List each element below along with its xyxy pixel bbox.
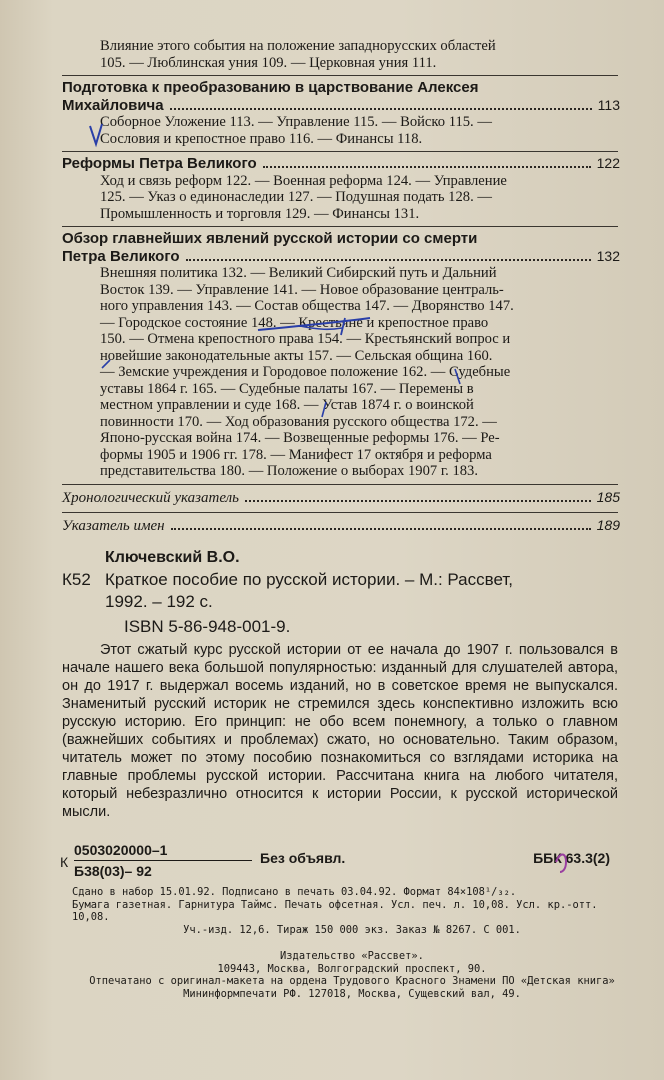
section-title-row: [62, 155, 620, 173]
section-title: Реформы Петра Великого: [62, 155, 257, 172]
toc-intro-line: 105. — Люблинская уния 109. — Церковная уния 111.: [100, 54, 437, 71]
index-label: Хронологический указатель: [62, 489, 239, 506]
page-number: 122: [596, 155, 620, 171]
section-subtopics: — Городское состояние 148. — Крестьяне и крепостное право: [100, 314, 489, 331]
index-label: Указатель имен: [62, 517, 165, 534]
book-title-line: 1992. – 192 с.: [105, 592, 213, 611]
publisher-line: Отпечатано с оригинал-макета на ордена Трудового Красного Знамени ПО «Детская книга»: [89, 975, 615, 987]
section-subtopics: Промышленность и торговля 129. — Финансы 131.: [100, 205, 420, 222]
section-subtopics: уставы 1864 г. 165. — Судебные палаты 167. — Перемены в: [100, 380, 474, 397]
toc-intro-line: Влияние этого события на положение западнорусских областей: [100, 38, 496, 54]
spacer: [72, 936, 632, 950]
publisher-line: Издательство «Рассвет».: [280, 950, 424, 962]
section-subtopics: местном управлении и суде 168. — Устав 1874 г. о воинской: [100, 397, 474, 413]
page-number: 189: [596, 516, 620, 533]
toc-section-overview: [62, 230, 620, 480]
dot-leader: [245, 500, 591, 502]
dot-leader: [263, 166, 591, 168]
no-advertisement-note: Без объявл.: [260, 850, 346, 866]
imprint-line: Уч.-изд. 12,6. Тираж 150 000 экз. Заказ № 8267. С 001.: [183, 923, 521, 936]
section-divider: [62, 75, 618, 76]
imprint: [72, 886, 632, 1000]
table-of-contents: [62, 38, 620, 536]
fraction-bar: [74, 860, 252, 861]
section-subtopics: Сословия и крепостное право 116. — Финансы 118.: [100, 130, 423, 147]
author-code: К52: [62, 570, 91, 589]
section-subtopics: повинности 170. — Ход образования русского общества 172. —: [100, 413, 497, 430]
section-subtopics: ного управления 143. — Состав общества 147. — Дворянство 147.: [100, 298, 514, 314]
publisher-line: 109443, Москва, Волгоградский проспект, 90.: [217, 962, 487, 975]
section-title: Подготовка к преобразованию в царствование Алексея: [62, 79, 479, 96]
imprint-line: Сдано в набор 15.01.92. Подписано в печать 03.04.92. Формат 84×108¹/₃₂.: [72, 886, 517, 898]
toc-section-alexey: [62, 79, 620, 147]
title-row: [62, 569, 622, 613]
section-subtopics: 125. — Указ о единонаследии 127. — Подушная подать 128. —: [100, 189, 492, 205]
page-number: 132: [596, 247, 620, 264]
section-subtopics: Восток 139. — Управление 141. — Новое образование централь-: [100, 281, 504, 298]
toc-index-names: [62, 516, 620, 536]
dot-leader: [186, 259, 591, 261]
publisher-line: Мининформпечати РФ. 127018, Москва, Сущевский вал, 49.: [183, 987, 521, 1000]
section-subtopics: 150. — Отмена крепостного права 154. — Крестьянский вопрос и: [100, 331, 511, 347]
section-title-row: [62, 248, 620, 266]
book-title: [105, 569, 513, 613]
section-title: Обзор главнейших явлений русской истории со смерти: [62, 230, 478, 247]
page-number: 185: [596, 488, 620, 505]
section-divider: [62, 484, 618, 485]
author-name: Ключевский В.О.: [105, 549, 240, 566]
imprint-line: Бумага газетная. Гарнитура Таймс. Печать офсетная. Усл. печ. л. 10,08. Усл. кр.-отт. 10,08.: [72, 898, 598, 923]
page-number: 113: [597, 96, 620, 113]
section-title: Петра Великого: [62, 247, 180, 265]
dot-leader: [170, 108, 592, 110]
isbn: ISBN 5-86-948-001-9.: [124, 617, 291, 636]
dot-leader: [171, 528, 591, 530]
section-subtopics: — Земские учреждения и Городовое положение 162. — Судебные: [100, 364, 511, 380]
section-subtopics: Японо-русская война 174. — Возвещенные реформы 176. — Ре-: [100, 430, 500, 446]
section-title-row: [62, 97, 620, 115]
annotation: Этот сжатый курс русской истории от ее начала до 1907 г. пользовался в начале нашего века большой популярностью: изданный для слушателей автора, он до 1917 г. выдержал восемь изданий, но в советское время не выпускался. Знаменитый русский историк не стремился здесь конспективно изложить всю русскую историю. Его принцип: не обо всем понемногу, а только о главном (важнейших событиях и проблемах) сжато, но основательно. Таким образом, читатель может по этому пособию познакомиться со взглядами историка на главные проблемы русской истории. Рассчитана книга на любого читателя, который небезразлично относится к истории России, к русской исторической мысли.: [62, 642, 618, 820]
bibliographic-record: [62, 547, 622, 821]
classification-k: К: [60, 854, 69, 870]
classification-block: [60, 842, 620, 884]
section-subtopics: Соборное Уложение 113. — Управление 115. — Войско 115. —: [100, 114, 492, 130]
bbk-code: ББК 63.3(2): [533, 850, 610, 866]
section-divider: [62, 226, 618, 227]
book-title-line: Краткое пособие по русской истории. – М.: Рассвет,: [105, 570, 513, 589]
classification-numerator: 0503020000–1: [74, 842, 168, 858]
toc-intro: [62, 38, 620, 71]
section-subtopics: формы 1905 и 1906 гг. 178. — Манифест 17 октября и реформа: [100, 446, 492, 463]
section-subtopics: новейшие законодательные акты 157. — Сельская община 160.: [100, 347, 493, 364]
classification-denominator: Б38(03)– 92: [74, 863, 152, 879]
toc-section-peter: [62, 155, 620, 222]
toc-index-chronological: [62, 488, 620, 508]
section-subtopics: Внешняя политика 132. — Великий Сибирский путь и Дальний: [100, 265, 497, 281]
section-title: Михайловича: [62, 96, 164, 114]
section-subtopics: Ход и связь реформ 122. — Военная реформа 124. — Управление: [100, 172, 507, 189]
section-divider: [62, 151, 618, 152]
section-subtopics: представительства 180. — Положение о выборах 1907 г. 183.: [100, 463, 478, 479]
section-divider: [62, 512, 618, 513]
